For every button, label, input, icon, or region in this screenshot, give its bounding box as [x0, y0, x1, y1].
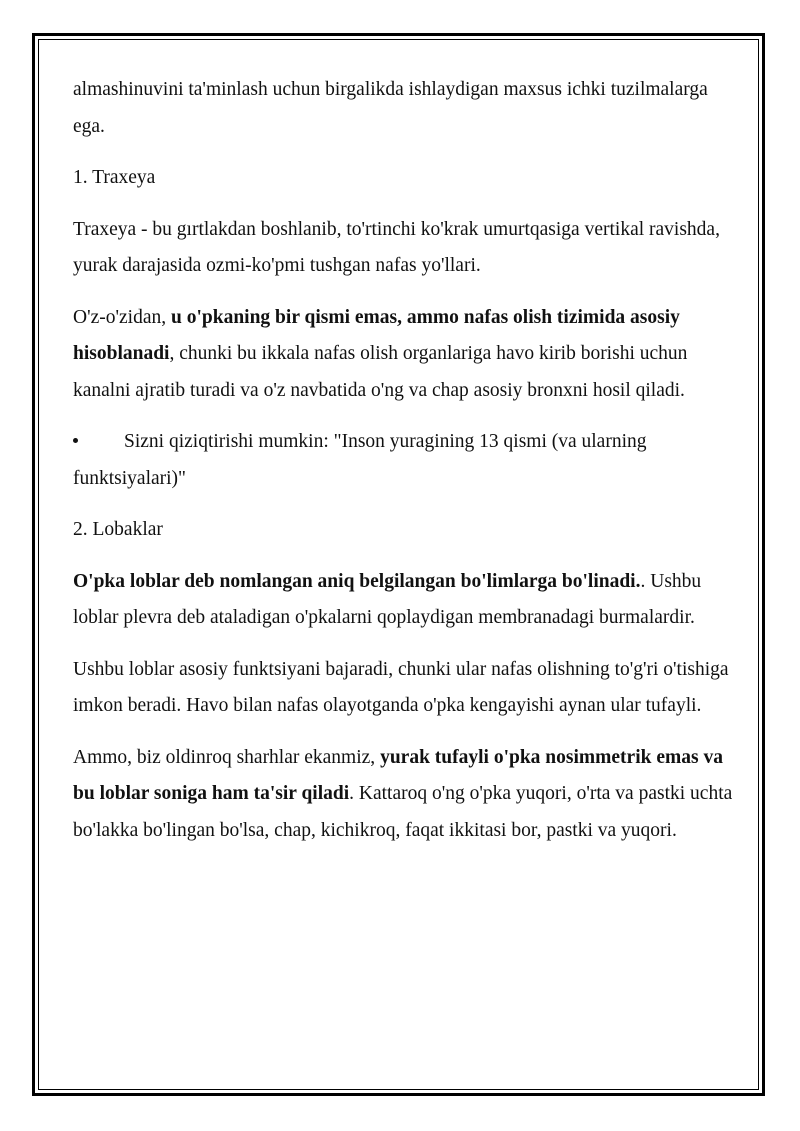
paragraph-lobes-function: Ushbu loblar asosiy funktsiyani bajaradi, chunki ular nafas olishning to'g'ri o'tishiga imkon beradi. Havo bilan nafas olayotganda o'pka kengayishi aynan ular tufayli. — [73, 658, 729, 716]
paragraph-intro: almashinuvini ta'minlash uchun birgalikda ishlaydigan maxsus ichki tuzilmalarga ega. — [73, 79, 708, 137]
text-run: . Kattaroq o'ng o'pka yuqori, o'rta va pastki uchta bo'lakka bo'lingan bo'lsa, chap, kichikroq, faqat ikkitasi bor, pastki va yuqori. — [73, 783, 733, 841]
paragraph-traxeya-role — [73, 300, 733, 410]
text-run: O'z-o'zidan, — [73, 306, 171, 328]
paragraph-lobes-asymmetry — [73, 740, 733, 850]
paragraph-lobes-intro — [73, 564, 733, 637]
bold-run: O'pka loblar deb nomlangan aniq belgilangan bo'limlarga bo'linadi. — [73, 570, 641, 592]
text-run: , chunki bu ikkala nafas olish organlariga havo kirib borishi uchun kanalni ajratib turadi va o'z navbatida o'ng va chap asosiy bronxni hosil qiladi. — [73, 343, 688, 401]
text-run: Ammo, biz oldinroq sharhlar ekanmiz, — [73, 746, 381, 768]
section-heading-lobaklar: 2. Lobaklar — [73, 519, 163, 540]
bold-run: u o'pkaning bir qismi emas, ammo nafas olish tizimida asosiy hisoblanadi — [73, 306, 680, 364]
section-heading-traxeya: 1. Traxeya — [73, 167, 156, 188]
bullet-icon — [73, 424, 124, 461]
bullet-item — [73, 424, 733, 497]
document-body — [73, 72, 733, 864]
bullet-text: Sizni qiziqtirishi mumkin: "Inson yuragining 13 qismi (va ularning funktsiyalari)" — [73, 431, 647, 489]
bold-run: yurak tufayli o'pka nosimmetrik emas va bu loblar soniga ham ta'sir qiladi — [73, 746, 723, 804]
text-run: . Ushbu loblar plevra deb ataladigan o'pkalarni qoplaydigan membranadagi burmalardir. — [73, 570, 702, 628]
paragraph-traxeya-definition: Traxeya - bu gırtlakdan boshlanib, to'rtinchi ko'krak umurtqasiga vertikal ravishda, yurak darajasida ozmi-ko'pmi tushgan nafas yo'llari. — [73, 218, 720, 276]
